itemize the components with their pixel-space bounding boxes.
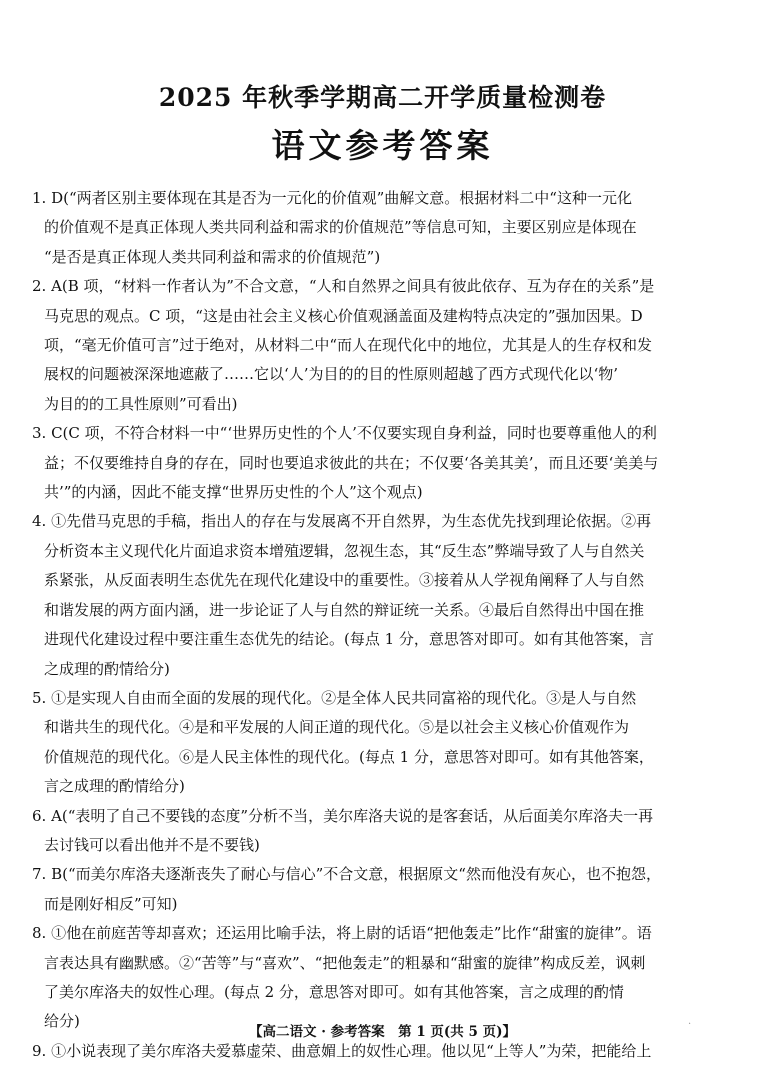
answer-item-3 [32,419,698,507]
page-title: 2025 年秋季学期高二开学质量检测卷 [158,83,607,112]
answer-line: 3. C(C 项，不符合材料一中“‘世界历史性的个人’不仅要实现自身利益，同时也要尊重他人的利 [32,424,657,443]
answer-line: 展权的问题被深深地遮蔽了……它以‘人’为目的的目的性原则超越了西方式现代化以‘物’ [44,365,619,384]
answer-item-2 [32,272,698,419]
answer-line: 言表达具有幽默感。②“苦等”与“喜欢”、“把他轰走”的粗暴和“甜蜜的旋律”构成反差，讽刺 [44,953,646,972]
answer-line: 和谐发展的两方面内涵，进一步论证了人与自然的辩证统一关系。④最后自然得出中国在推 [44,600,645,619]
answer-list [32,184,698,1066]
answer-item-1 [32,184,698,272]
answer-item-6 [32,802,698,861]
page-subtitle: 语文参考答案 [271,126,494,165]
answer-line: 7. B(“而美尔库洛夫逐渐丧失了耐心与信心”不合文意，根据原文“然而他没有灰心，也不抱怨， [32,865,661,884]
answer-line: 4. ①先借马克思的手稿，指出人的存在与发展离不开自然界，为生态优先找到理论依据。②再 [32,512,652,531]
answer-line: 而是刚好相反”可知) [44,894,178,913]
answer-line: 和谐共生的现代化。④是和平发展的人间正道的现代化。⑤是以社会主义核心价值观作为 [44,718,630,737]
answer-line: 2. A(B 项，“材料一作者认为”不合文意，“人和自然界之间具有彼此依存、互为存在的关系”是 [32,277,655,296]
answer-line: “是否是真正体现人类共同利益和需求的价值规范”) [44,247,381,266]
answer-line: 之成理的酌情给分) [44,659,170,678]
answer-line: 共’”的内涵，因此不能支撑“世界历史性的个人”这个观点) [44,483,423,502]
answer-line: 8. ①他在前庭苦等却喜欢；还运用比喻手法，将上尉的话语“把他轰走”比作“甜蜜的旋律”。语 [32,924,652,943]
answer-item-7 [32,860,698,919]
answer-line: 分析资本主义现代化片面追求资本增殖逻辑，忽视生态，其“反生态”弊端导致了人与自然关 [44,541,645,560]
page-footer: 【高二语文 · 参考答案 第 1 页(共 5 页)】 [249,1024,516,1040]
answer-line: 的价值观不是真正体现人类共同利益和需求的价值规范”等信息可知，主要区别应是体现在 [44,218,637,237]
answer-line: 去讨钱可以看出他并不是不要钱) [44,835,260,854]
answer-line: 1. D(“两者区别主要体现在其是否为一元化的价值观”曲解文意。根据材料二中“这种一元化 [32,189,632,207]
answer-item-4 [32,507,698,683]
answer-line: 为目的的工具性原则”可看出) [44,394,238,413]
scan-speck: . [688,1016,692,1027]
answer-line: 言之成理的酌情给分) [44,777,185,796]
answer-item-9 [32,1037,698,1066]
answer-line: 项，“毫无价值可言”过于绝对，从材料二中“而人在现代化中的地位，尤其是人的生存权和发 [44,336,653,355]
answer-line: 益；不仅要维持自身的存在，同时也要追求彼此的共在；不仅要‘各美其美’，而且还要‘美美与 [44,453,659,472]
answer-line: 给分) [44,1012,80,1031]
answer-line: 6. A(“表明了自己不要钱的态度”分析不当，美尔库洛夫说的是客套话，从后面美尔库洛夫一再 [32,806,654,825]
answer-line: 了美尔库洛夫的奴性心理。(每点 2 分，意思答对即可。如有其他答案，言之成理的酌情 [44,982,624,1001]
answer-line: 5. ①是实现人自由而全面的发展的现代化。②是全体人民共同富裕的现代化。③是人与自然 [32,688,637,707]
answer-line: 进现代化建设过程中要注重生态优先的结论。(每点 1 分，意思答对即可。如有其他答案，言 [44,630,654,649]
answer-line: 系紧张，从反面表明生态优先在现代化建设中的重要性。③接着从人学视角阐释了人与自然 [44,571,645,590]
answer-line: 价值规范的现代化。⑥是人民主体性的现代化。(每点 1 分，意思答对即可。如有其他答案， [44,747,654,766]
answer-line: 马克思的观点。C 项，“这是由社会主义核心价值观涵盖面及建构特点决定的”强加因果。D [44,306,643,325]
answer-line: 9. ①小说表现了美尔库洛夫爱慕虚荣、曲意媚上的奴性心理。他以见“上等人”为荣，把能给上 [32,1041,652,1060]
answer-item-5 [32,684,698,802]
